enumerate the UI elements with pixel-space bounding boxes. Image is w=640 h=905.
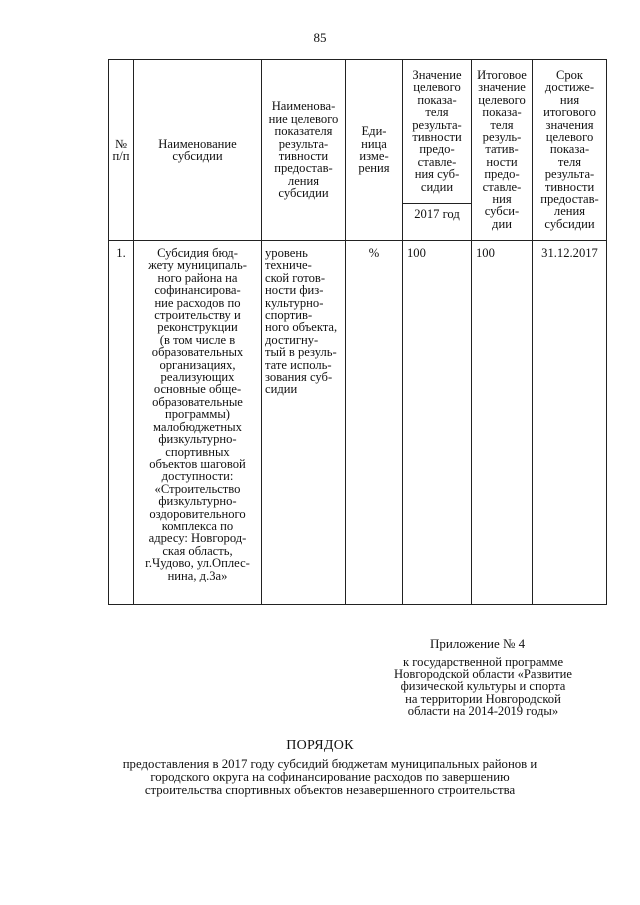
- header-indicator-name: Наименова- ние целевого показателя результа- тивности предостав- ления субсидии: [268, 99, 339, 201]
- header-final-value: Итоговое значение целевого показа- теля резуль- татив- ности предо- ставле- ния субси- дии: [477, 69, 527, 231]
- document-subtitle: предоставления в 2017 году субсидий бюджетам муниципальных районов и городского округа на софинансирование расходов по завершению строительства спортивных объектов незавершенного строительства: [122, 757, 538, 797]
- page-number: 85: [313, 30, 327, 45]
- header-unit: Еди- ница изме- рения: [358, 124, 390, 176]
- subsidy-table: [108, 59, 607, 605]
- row-unit: %: [368, 247, 380, 260]
- header-number: № п/п: [112, 136, 130, 163]
- header-target-value: Значение целевого показа- теля результа- тивности предо- ставле- ния суб- сидии: [412, 69, 462, 194]
- row-indicator: уровень техниче- ской готов- ности физ- культурно- спортив- ного объекта, достигну- тый в резуль- тате исполь- зования суб- сидии: [265, 247, 338, 396]
- row-final-value: 100: [476, 247, 495, 260]
- appendix-reference: к государственной программе Новгородской области «Развитие физической культуры и спорта на территории Новгородской области на 2014-2019 годы»: [393, 655, 572, 718]
- document-title: ПОРЯДОК: [286, 738, 354, 753]
- table-border-right: [606, 59, 607, 605]
- row-number: 1.: [116, 247, 126, 260]
- appendix-title: Приложение № 4: [430, 636, 526, 651]
- header-deadline: Срок достиже- ния итогового значения целевого показа- теля результа- тивности предостав- ления субсидии: [540, 69, 599, 231]
- header-subsidy-name: Наименование субсидии: [158, 136, 237, 163]
- row-target-value: 100: [407, 247, 426, 260]
- header-year: 2017 год: [414, 206, 460, 221]
- header-divider: [108, 240, 607, 241]
- row-subsidy-name: Субсидия бюд- жету муниципаль- ного района на софинансирова- ние расходов по строительству и реконструкции (в том числе в образовательных организациях, реализующих основные обще- образовательные программы) малобюджетных физкультурно- спортивных объектов шаговой доступности: «Строительство физкультурно- оздоровительного комплекса по адресу: Новгород- ская область, г.Чудово, ул.Оплес- нина, д.3а»: [145, 247, 250, 582]
- row-deadline: 31.12.2017: [541, 247, 598, 260]
